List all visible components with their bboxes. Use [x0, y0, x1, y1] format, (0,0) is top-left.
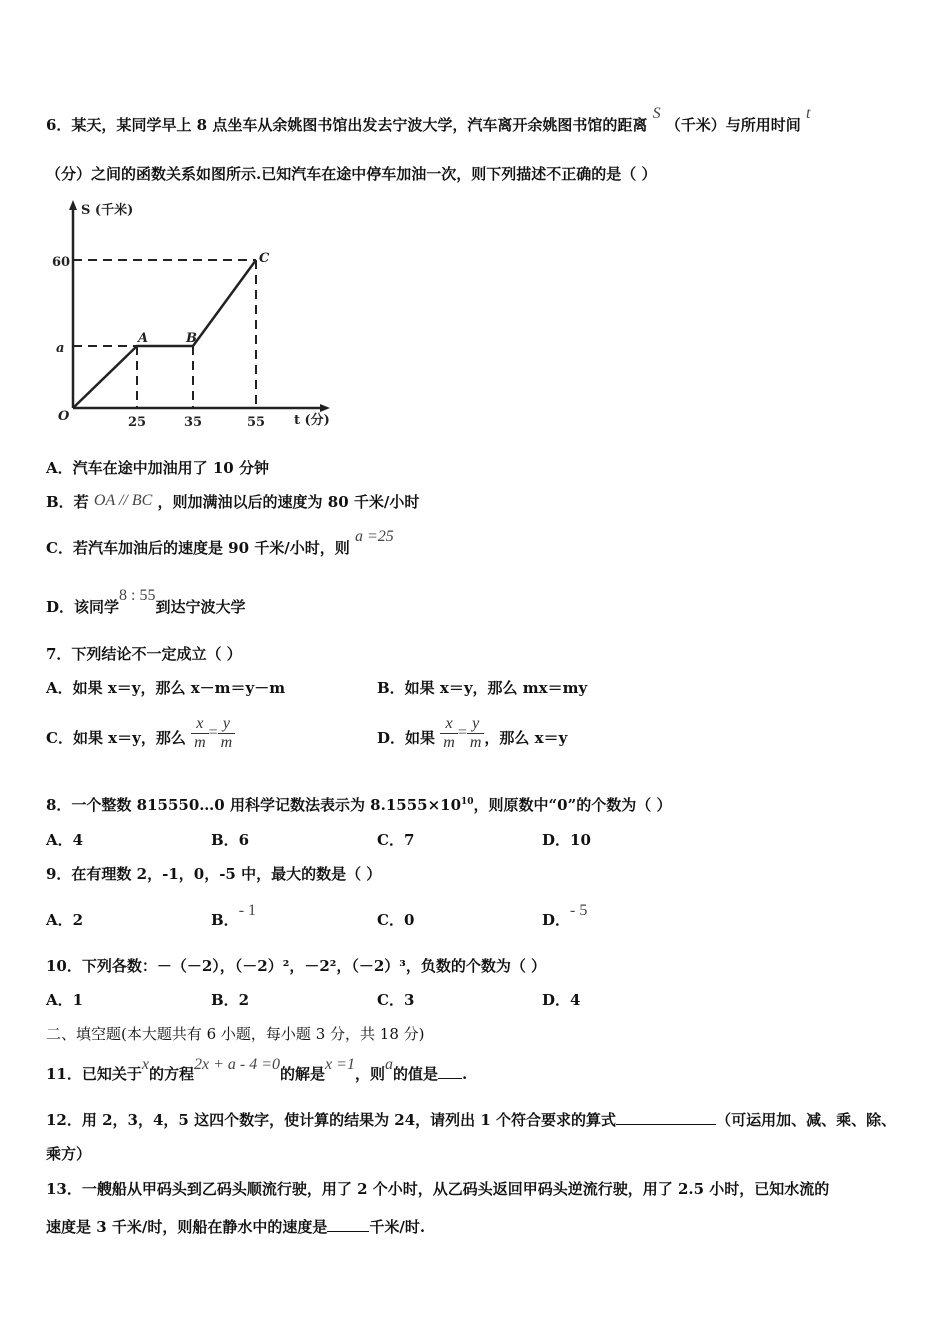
frac-y-m-d: $\frac{y}{m}$: [467, 715, 485, 752]
q7-option-d: D．如果 $\frac{x}{m}$ = $\frac{y}{m}$ ，那么 x＝y: [377, 714, 568, 751]
q12-line1: 12．用 2，3，4，5 这四个数字，使计算的结果为 24，请列出 1 个符合要求的算式 （可运用加、减、乘、除、: [46, 1108, 896, 1130]
q6-option-b: B．若 OA // BC ，则加满油以后的速度为 80 千米/小时: [46, 492, 420, 511]
point-b-label: B: [186, 331, 197, 346]
q6-option-a: A．汽车在途中加油用了 10 分钟: [46, 459, 269, 477]
frac-y-m: $\frac{y}{m}$: [218, 715, 236, 752]
y-axis-arrow: [69, 200, 77, 210]
q9-option-d: D．- 5: [542, 902, 588, 929]
q6-text-a: 6．某天，某同学早上 8 点坐车从余姚图书馆出发去宁波大学，汽车离开余姚图书馆的距离: [46, 116, 648, 134]
frac-x-m: $\frac{x}{m}$: [191, 715, 209, 752]
q11-answer-blank[interactable]: [438, 1062, 462, 1079]
q7-title: 7．下列结论不一定成立（ ）: [46, 645, 242, 663]
a-equals-25: a =25: [354, 528, 394, 545]
q7-option-a: A．如果 x＝y，那么 x－m＝y－m: [46, 679, 286, 697]
frac-x-m-d: $\frac{x}{m}$: [440, 715, 458, 752]
q9-option-a: A．2: [46, 911, 84, 929]
y-tick-60: 60: [52, 255, 71, 270]
graph-line: [73, 260, 256, 408]
y-tick-a: a: [56, 341, 65, 356]
q10-title: 10．下列各数：－（－2），（－2）²，－2²，（－2）³，负数的个数为（ ）: [46, 957, 547, 975]
q6-line2: （分）之间的函数关系如图所示.已知汽车在途中停车加油一次，则下列描述不正确的是（ ）: [46, 165, 657, 183]
distance-time-graph: [48, 198, 338, 430]
q10-option-d: D．4: [542, 991, 581, 1009]
q10-option-a: A．1: [46, 991, 84, 1009]
point-c-label: C: [259, 251, 270, 266]
x-tick-55: 55: [247, 415, 266, 430]
q11: 11．已知关于x的方程2x + a - 4 =0的解是x =1，则a的值是 .: [46, 1056, 468, 1083]
q12-answer-blank[interactable]: [616, 1108, 716, 1125]
x-tick-25: 25: [128, 415, 147, 430]
q8-option-b: B．6: [211, 831, 250, 849]
q10-option-b: B．2: [211, 991, 250, 1009]
q7-option-b: B．如果 x＝y，那么 mx＝my: [377, 679, 588, 697]
solution: x =1: [325, 1056, 355, 1073]
q8-title: 8．一个整数 815550…0 用科学记数法表示为 $8.1555\times 10^{10}$，则原数中“0”的个数为（ ）: [46, 796, 672, 814]
q9-option-b: B．- 1: [211, 902, 257, 929]
q7-option-c: C．如果 x＝y，那么 $\frac{x}{m}$ = $\frac{y}{m}$: [46, 712, 235, 753]
q6-option-d: D．该同学8 : 55到达宁波大学: [46, 587, 246, 616]
origin-label: O: [58, 409, 70, 424]
y-axis-label: S (千米): [81, 203, 134, 218]
x-axis-label: t (分): [294, 413, 330, 428]
q8-option-d: D．10: [542, 831, 591, 849]
equation: 2x + a - 4 =0: [194, 1056, 281, 1073]
x-axis-arrow: [320, 404, 330, 412]
q9-title: 9．在有理数 2，-1，0，-5 中，最大的数是（ ）: [46, 865, 382, 883]
x-tick-35: 35: [184, 415, 203, 430]
point-a-label: A: [138, 331, 149, 346]
q13-answer-blank[interactable]: [327, 1215, 369, 1232]
q9-option-c: C．0: [377, 911, 415, 929]
section-2-heading: 二、填空题(本大题共有 6 小题，每小题 3 分，共 18 分): [46, 1025, 425, 1043]
q6-option-c: C．若汽车加油后的速度是 90 千米/小时，则 a =25: [46, 528, 394, 557]
q6-text-b: （千米）与所用时间: [665, 116, 801, 134]
q12-line2: 乘方）: [46, 1145, 92, 1163]
var-t: t: [806, 105, 811, 122]
q10-option-c: C．3: [377, 991, 415, 1009]
q8-option-a: A．4: [46, 831, 84, 849]
q8-option-c: C．7: [377, 831, 415, 849]
var-s: S: [652, 105, 661, 122]
q13-line2: 速度是 3 千米/时，则船在静水中的速度是 千米/时.: [46, 1215, 425, 1237]
q13-line1: 13．一艘船从甲码头到乙码头顺流行驶，用了 2 个小时，从乙码头返回甲码头逆流行驶，用了 2.5 小时，已知水流的: [46, 1180, 830, 1198]
q6-line1: [46, 105, 811, 136]
time-855: 8 : 55: [119, 587, 156, 604]
oa-bc-parallel: OA // BC: [93, 492, 153, 509]
